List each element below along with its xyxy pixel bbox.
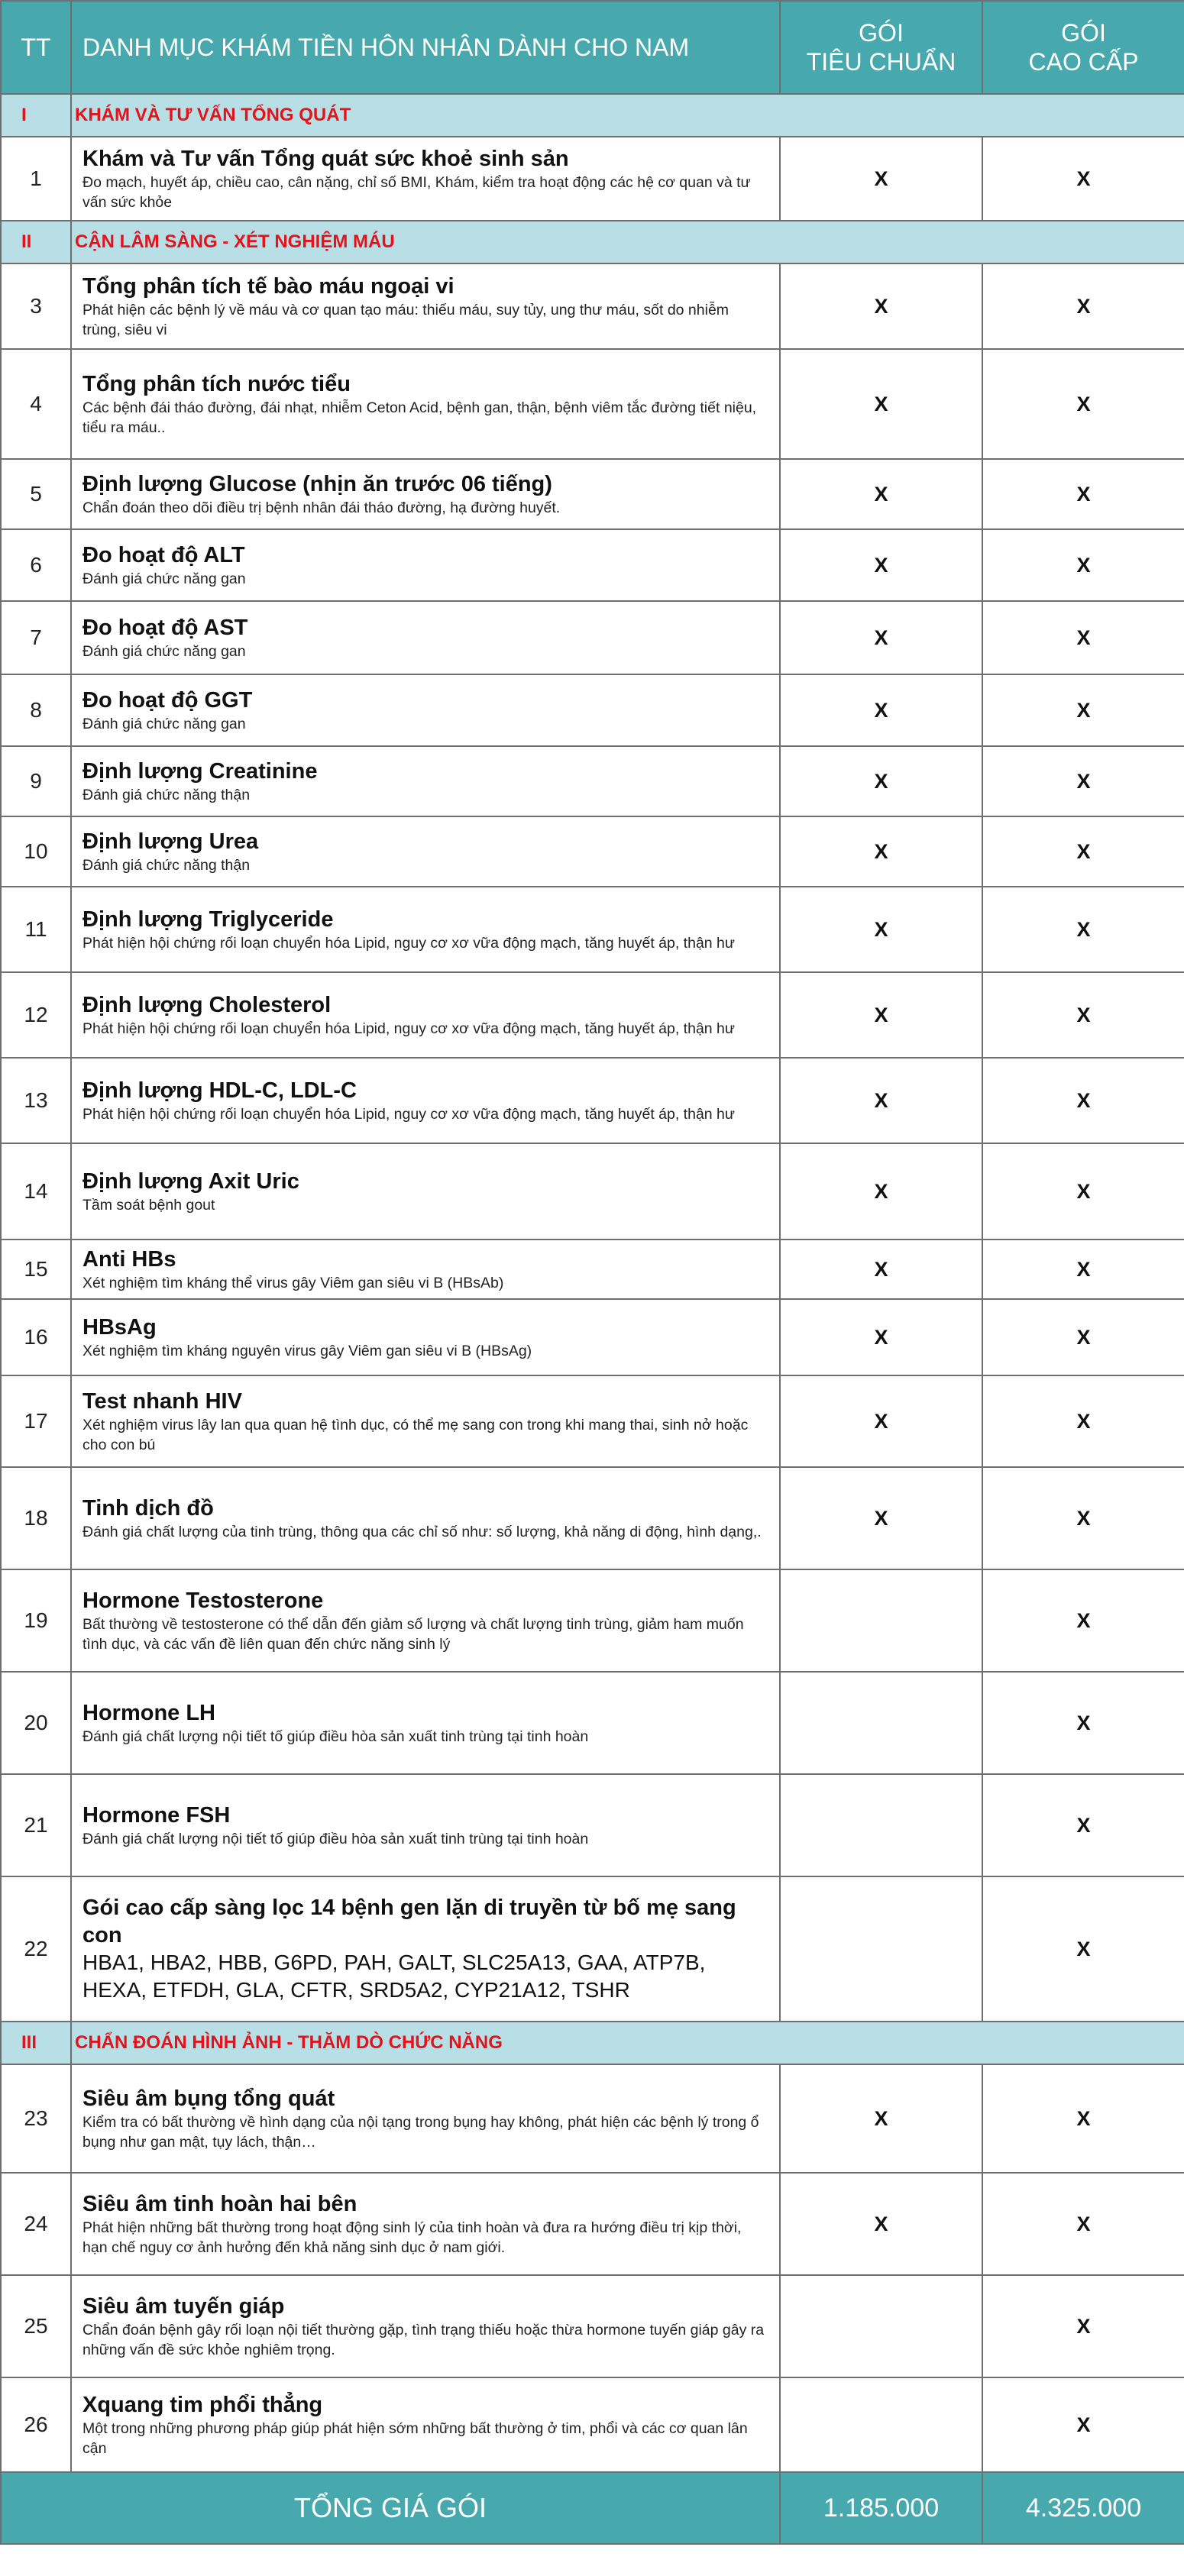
section-row xyxy=(1,94,1184,137)
table-row xyxy=(1,1240,1184,1299)
item-description: Xét nghiệm virus lây lan qua quan hệ tình dục, có thể mẹ sang con trong khi mang thai, sinh nở hoặc cho con bú xyxy=(82,1417,749,1453)
item-description: Chẩn đoán bệnh gây rối loạn nội tiết thường gặp, tình trạng thiếu hoặc thừa hormone tuyến giáp gây ra những vấn đề sức khỏe nghiêm trọng. xyxy=(82,2322,765,2358)
row-number: 8 xyxy=(1,674,71,746)
row-item xyxy=(71,1058,780,1143)
item-description: Xét nghiệm tìm kháng nguyên virus gây Viêm gan siêu vi B (HBsAg) xyxy=(82,1343,532,1359)
item-title: Định lượng Urea xyxy=(82,829,259,854)
premium-package-mark: X xyxy=(982,1672,1184,1774)
row-number: 10 xyxy=(1,816,71,887)
row-number: 3 xyxy=(1,263,71,349)
item-title: Tổng phân tích nước tiểu xyxy=(82,372,351,396)
item-title: Siêu âm tuyến giáp xyxy=(82,2294,285,2319)
premium-package-mark: X xyxy=(982,1876,1184,2022)
standard-package-mark: X xyxy=(780,263,982,349)
item-title: Tinh dịch đồ xyxy=(82,1496,214,1521)
premium-package-mark: X xyxy=(982,459,1184,529)
row-item xyxy=(71,746,780,816)
total-label: TỔNG GIÁ GÓI xyxy=(1,2472,780,2544)
row-item xyxy=(71,459,780,529)
item-title: Hormone LH xyxy=(82,1701,215,1725)
row-item xyxy=(71,2377,780,2472)
row-number: 7 xyxy=(1,601,71,674)
item-title: Định lượng Cholesterol xyxy=(82,993,332,1017)
row-number: 26 xyxy=(1,2377,71,2472)
standard-package-mark: X xyxy=(780,1467,982,1569)
standard-package-mark: X xyxy=(780,349,982,459)
premium-package-mark: X xyxy=(982,2377,1184,2472)
row-number: 16 xyxy=(1,1299,71,1375)
row-number: 11 xyxy=(1,887,71,972)
item-description: Phát hiện những bất thường trong hoạt động sinh lý của tinh hoàn và đưa ra hướng điều trị kịp thời, hạn chế nguy cơ ảnh hưởng đến khả năng sinh dục ở nam giới. xyxy=(82,2219,742,2256)
table-row xyxy=(1,263,1184,349)
header-category: DANH MỤC KHÁM TIỀN HÔN NHÂN DÀNH CHO NAM xyxy=(71,1,780,94)
premium-package-mark: X xyxy=(982,1240,1184,1299)
table-row xyxy=(1,2064,1184,2173)
row-item xyxy=(71,1672,780,1774)
item-title: Hormone FSH xyxy=(82,1803,231,1828)
standard-package-mark: X xyxy=(780,887,982,972)
standard-package-mark: X xyxy=(780,459,982,529)
standard-package-mark: X xyxy=(780,2064,982,2173)
section-title: CHẨN ĐOÁN HÌNH ẢNH - THĂM DÒ CHỨC NĂNG xyxy=(71,2022,1184,2064)
item-title: Định lượng Triglyceride xyxy=(82,907,334,932)
table-row xyxy=(1,2275,1184,2377)
row-item xyxy=(71,137,780,221)
row-number: 6 xyxy=(1,529,71,601)
premium-package-mark: X xyxy=(982,972,1184,1058)
item-title: Đo hoạt độ GGT xyxy=(82,688,253,713)
row-number: 12 xyxy=(1,972,71,1058)
premium-package-mark: X xyxy=(982,1143,1184,1240)
item-title: Siêu âm tinh hoàn hai bên xyxy=(82,2192,357,2216)
row-item xyxy=(71,349,780,459)
table-row xyxy=(1,1569,1184,1672)
standard-package-mark: X xyxy=(780,529,982,601)
table-row xyxy=(1,2377,1184,2472)
item-description: Tầm soát bệnh gout xyxy=(82,1197,215,1214)
row-number: 15 xyxy=(1,1240,71,1299)
premium-package-mark: X xyxy=(982,2064,1184,2173)
premium-package-mark: X xyxy=(982,529,1184,601)
row-item xyxy=(71,972,780,1058)
table-row xyxy=(1,2173,1184,2275)
row-item xyxy=(71,1569,780,1672)
header-standard-line1: GÓI xyxy=(859,19,904,47)
item-title: HBsAg xyxy=(82,1315,157,1340)
item-title: Định lượng Glucose (nhịn ăn trước 06 tiếng) xyxy=(82,472,552,496)
table-row xyxy=(1,972,1184,1058)
item-title: Siêu âm bụng tổng quát xyxy=(82,2086,335,2111)
item-title: Gói cao cấp sàng lọc 14 bệnh gen lặn di truyền từ bố mẹ sang con xyxy=(82,1896,736,1947)
premium-package-mark: X xyxy=(982,674,1184,746)
table-row xyxy=(1,529,1184,601)
item-title: Anti HBs xyxy=(82,1247,176,1272)
standard-package-mark: X xyxy=(780,674,982,746)
row-number: 24 xyxy=(1,2173,71,2275)
standard-package-mark: X xyxy=(780,972,982,1058)
item-description: Kiểm tra có bất thường về hình dạng của nội tạng trong bụng hay không, phát hiện các bệnh lý trong ổ bụng như gan mật, tụy lách, thận… xyxy=(82,2114,759,2151)
item-title: Khám và Tư vấn Tổng quát sức khoẻ sinh sản xyxy=(82,147,569,171)
item-description: Các bệnh đái tháo đường, đái nhạt, nhiễm Ceton Acid, bệnh gan, thận, bệnh viêm tắc đường tiết niệu, tiểu ra máu.. xyxy=(82,399,757,436)
row-item xyxy=(71,2275,780,2377)
item-description: Đánh giá chức năng thận xyxy=(82,857,251,874)
standard-package-mark xyxy=(780,1876,982,2022)
row-number: 18 xyxy=(1,1467,71,1569)
table-row xyxy=(1,816,1184,887)
header-premium-package xyxy=(982,1,1184,94)
row-item xyxy=(71,263,780,349)
standard-package-mark: X xyxy=(780,1240,982,1299)
premium-total-price: 4.325.000 xyxy=(982,2472,1184,2544)
section-number: II xyxy=(1,221,71,263)
standard-package-mark: X xyxy=(780,746,982,816)
table-row xyxy=(1,674,1184,746)
premium-package-mark: X xyxy=(982,1774,1184,1876)
table-row xyxy=(1,1467,1184,1569)
row-number: 1 xyxy=(1,137,71,221)
row-item xyxy=(71,816,780,887)
standard-package-mark xyxy=(780,1569,982,1672)
item-description: Một trong những phương pháp giúp phát hiện sớm những bất thường ở tim, phổi và các cơ quan lân cận xyxy=(82,2420,748,2457)
item-title: Đo hoạt độ ALT xyxy=(82,543,245,567)
table-body xyxy=(1,94,1184,2472)
table-row xyxy=(1,1299,1184,1375)
standard-total-price: 1.185.000 xyxy=(780,2472,982,2544)
row-number: 19 xyxy=(1,1569,71,1672)
standard-package-mark xyxy=(780,1774,982,1876)
row-item xyxy=(71,1375,780,1467)
standard-package-mark: X xyxy=(780,2173,982,2275)
header-tt: TT xyxy=(1,1,71,94)
standard-package-mark: X xyxy=(780,1058,982,1143)
table-row xyxy=(1,349,1184,459)
item-description: Đánh giá chức năng thận xyxy=(82,787,251,803)
premium-package-mark: X xyxy=(982,263,1184,349)
item-title: Test nhanh HIV xyxy=(82,1389,242,1414)
premium-package-mark: X xyxy=(982,1569,1184,1672)
item-description: Chẩn đoán theo dõi điều trị bệnh nhân đái tháo đường, hạ đường huyết. xyxy=(82,499,561,516)
row-item xyxy=(71,1467,780,1569)
header-standard-line2: TIÊU CHUẨN xyxy=(806,48,956,76)
item-description: Đánh giá chức năng gan xyxy=(82,716,246,732)
row-item xyxy=(71,674,780,746)
row-item xyxy=(71,601,780,674)
table-row xyxy=(1,746,1184,816)
row-number: 22 xyxy=(1,1876,71,2022)
row-number: 20 xyxy=(1,1672,71,1774)
item-title: Hormone Testosterone xyxy=(82,1589,324,1613)
standard-package-mark: X xyxy=(780,601,982,674)
premium-package-mark: X xyxy=(982,349,1184,459)
premium-package-mark: X xyxy=(982,1375,1184,1467)
standard-package-mark: X xyxy=(780,1375,982,1467)
row-item xyxy=(71,1240,780,1299)
section-title: KHÁM VÀ TƯ VẤN TỔNG QUÁT xyxy=(71,94,1184,137)
premium-package-mark: X xyxy=(982,2275,1184,2377)
table-row xyxy=(1,1375,1184,1467)
item-description: Phát hiện các bệnh lý về máu và cơ quan tạo máu: thiếu máu, suy tủy, ung thư máu, sốt do nhiễm trùng, siêu vi xyxy=(82,302,729,338)
item-title: Xquang tim phổi thẳng xyxy=(82,2393,323,2417)
item-description: Đánh giá chất lượng nội tiết tố giúp điều hòa sản xuất tinh trùng tại tinh hoàn xyxy=(82,1728,589,1745)
row-number: 17 xyxy=(1,1375,71,1467)
premium-package-mark: X xyxy=(982,2173,1184,2275)
row-item xyxy=(71,1299,780,1375)
table-row xyxy=(1,1672,1184,1774)
row-item xyxy=(71,1143,780,1240)
table-row xyxy=(1,1143,1184,1240)
header-standard-package xyxy=(780,1,982,94)
standard-package-mark: X xyxy=(780,1143,982,1240)
table-header-row xyxy=(1,1,1184,94)
table-row xyxy=(1,1058,1184,1143)
table-row xyxy=(1,137,1184,221)
premium-package-mark: X xyxy=(982,137,1184,221)
item-description: HBA1, HBA2, HBB, G6PD, PAH, GALT, SLC25A13, GAA, ATP7B, HEXA, ETFDH, GLA, CFTR, SRD5A2, CYP21A12, TSHR xyxy=(82,1951,706,2002)
item-description: Đánh giá chức năng gan xyxy=(82,643,246,660)
row-number: 23 xyxy=(1,2064,71,2173)
item-title: Đo hoạt độ AST xyxy=(82,616,248,640)
section-title: CẬN LÂM SÀNG - XÉT NGHIỆM MÁU xyxy=(71,221,1184,263)
total-row xyxy=(1,2472,1184,2544)
row-item xyxy=(71,2173,780,2275)
standard-package-mark xyxy=(780,1672,982,1774)
item-description: Phát hiện hội chứng rối loạn chuyển hóa Lipid, nguy cơ xơ vữa động mạch, tăng huyết áp, thận hư xyxy=(82,935,735,952)
table-row xyxy=(1,601,1184,674)
premium-package-mark: X xyxy=(982,887,1184,972)
row-number: 21 xyxy=(1,1774,71,1876)
row-item xyxy=(71,529,780,601)
item-title: Định lượng Creatinine xyxy=(82,759,318,784)
row-item xyxy=(71,1876,780,2022)
item-description: Đánh giá chất lượng nội tiết tố giúp điều hòa sản xuất tinh trùng tại tinh hoàn xyxy=(82,1831,589,1847)
table-row xyxy=(1,1876,1184,2022)
item-description: Đánh giá chức năng gan xyxy=(82,570,246,587)
standard-package-mark: X xyxy=(780,1299,982,1375)
standard-package-mark xyxy=(780,2377,982,2472)
row-item xyxy=(71,2064,780,2173)
item-description: Đánh giá chất lượng của tinh trùng, thông qua các chỉ số như: số lượng, khả năng di động, hình dạng,. xyxy=(82,1524,762,1540)
table-row xyxy=(1,1774,1184,1876)
table-row xyxy=(1,459,1184,529)
standard-package-mark: X xyxy=(780,137,982,221)
row-item xyxy=(71,887,780,972)
section-number: III xyxy=(1,2022,71,2064)
standard-package-mark xyxy=(780,2275,982,2377)
row-number: 25 xyxy=(1,2275,71,2377)
item-title: Định lượng HDL-C, LDL-C xyxy=(82,1078,357,1103)
section-row xyxy=(1,2022,1184,2064)
premium-package-mark: X xyxy=(982,601,1184,674)
row-number: 4 xyxy=(1,349,71,459)
header-premium-line1: GÓI xyxy=(1061,19,1106,47)
row-number: 9 xyxy=(1,746,71,816)
premium-package-mark: X xyxy=(982,1467,1184,1569)
item-description: Đo mạch, huyết áp, chiều cao, cân nặng, chỉ số BMI, Khám, kiểm tra hoạt động các hệ cơ quan và tư vấn sức khỏe xyxy=(82,174,751,211)
section-row xyxy=(1,221,1184,263)
row-number: 14 xyxy=(1,1143,71,1240)
section-number: I xyxy=(1,94,71,137)
table-row xyxy=(1,887,1184,972)
header-premium-line2: CAO CẤP xyxy=(1028,48,1139,76)
premium-package-mark: X xyxy=(982,1299,1184,1375)
premium-package-mark: X xyxy=(982,1058,1184,1143)
standard-package-mark: X xyxy=(780,816,982,887)
row-number: 13 xyxy=(1,1058,71,1143)
item-description: Bất thường về testosterone có thể dẫn đến giảm số lượng và chất lượng tinh trùng, giảm ham muốn tình dục, và các vấn đề liên quan đến chức năng sinh lý xyxy=(82,1616,744,1653)
item-title: Định lượng Axit Uric xyxy=(82,1169,299,1194)
row-item xyxy=(71,1774,780,1876)
item-title: Tổng phân tích tế bào máu ngoại vi xyxy=(82,274,455,299)
item-description: Xét nghiệm tìm kháng thể virus gây Viêm gan siêu vi B (HBsAb) xyxy=(82,1275,504,1291)
premium-package-mark: X xyxy=(982,746,1184,816)
premium-package-mark: X xyxy=(982,816,1184,887)
row-number: 5 xyxy=(1,459,71,529)
item-description: Phát hiện hội chứng rối loạn chuyển hóa Lipid, nguy cơ xơ vữa động mạch, tăng huyết áp, thận hư xyxy=(82,1020,735,1037)
item-description: Phát hiện hội chứng rối loạn chuyển hóa Lipid, nguy cơ xơ vữa động mạch, tăng huyết áp, thận hư xyxy=(82,1106,735,1123)
